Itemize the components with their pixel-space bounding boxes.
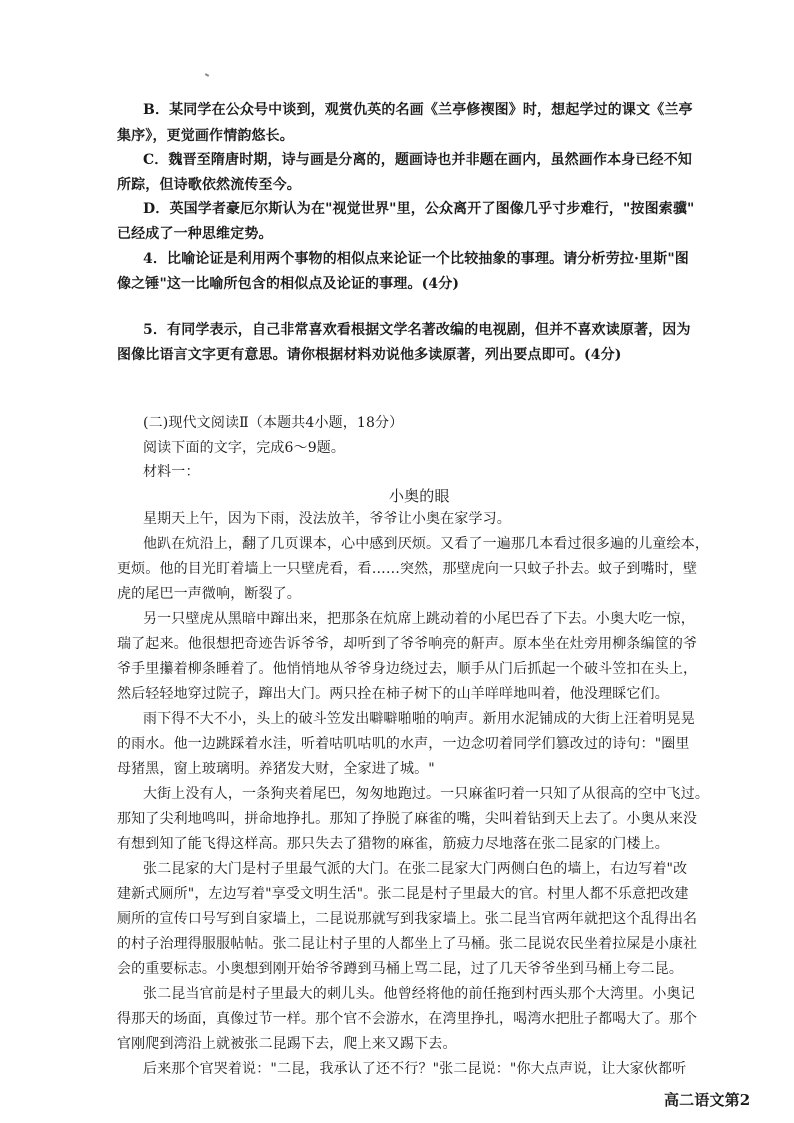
story-line: 星期天上午，因为下雨，没法放羊，爷爷让小奥在家学习。 [143,511,511,527]
question-4-line-1: 4．比喻论证是利用两个事物的相似点来论证一个比较抽象的事理。请分析劳拉·里斯"图 [143,251,689,267]
story-line: 厕所的宣传口号写到自家墙上，二昆说那就写到我家墙上。张二昆当官两年就把这个乱得出名 [117,911,698,927]
story-line: 另一只壁虎从黑暗中蹿出来，把那条在炕席上跳动着的小尾巴吞了下去。小奥大吃一惊， [143,611,695,627]
question-5-line-1: 5．有同学表示，自己非常喜欢看根据文学名著改编的电视剧，但并不喜欢读原著，因为 [143,322,691,338]
story-title: 小奥的眼 [389,487,450,505]
story-line: 他趴在炕沿上，翻了几页课本，心中感到厌烦。又看了一遍那几本看过很多遍的儿童绘本， [143,536,709,552]
question-4-line-2: 像之锤"这一比喻所包含的相似点及论证的事理。(4分) [117,276,460,292]
option-c-line-1: C．魏晋至隋唐时期，诗与画是分离的，题画诗也并非题在画内，虽然画作本身已经不知 [143,152,692,168]
option-b-line-2: 集序》，更觉画作情韵悠长。 [117,128,294,144]
story-line: 的雨水。他一边跳踩着水洼，听着咕叽咕叽的水声，一边念叨着同学们篡改过的诗句："圈里 [117,736,690,752]
story-line: 雨下得不大不小，头上的破斗笠发出噼噼啪啪的响声。新用水泥铺成的大街上汪着明晃晃 [143,711,695,727]
story-line: 会的重要标志。小奥想到刚开始爷爷蹲到马桶上骂二昆，过了几天爷爷坐到马桶上夸二昆。 [117,961,683,977]
question-5-line-2: 图像比语言文字更有意思。请你根据材料劝说他多读原著，列出要点即可。(4分) [117,347,622,363]
story-line: 后来那个官哭着说："二昆，我承认了还不行？"张二昆说："你大点声说，让大家伙都听 [143,1061,687,1077]
story-line: 然后轻轻地穿过院子，蹿出大门。两只拴在柿子树下的山羊咩咩地叫着，他没理睬它们。 [117,686,669,702]
story-line: 的村子治理得服服帖帖。张二昆让村子里的人都坐上了马桶。张二昆说农民坐着拉屎是小康社 [117,936,698,952]
story-line: 张二昆当官前是村子里最大的刺儿头。他曾经将他的前任拖到村西头那个大湾里。小奥记 [143,986,695,1002]
story-line: 建新式厕所"，左边写着"享受文明生活"。张二昆是村子里最大的官。村里人都不乐意把改建 [117,886,689,902]
story-line: 那知了尖利地鸣叫，拼命地挣扎。那知了挣脱了麻雀的嘴，尖叫着钻到天上去了。小奥从来没 [117,811,698,827]
story-line: 虎的尾巴一声微响，断裂了。 [117,586,301,602]
section-instruction: 阅读下面的文字，完成6～9题。 [143,440,346,456]
page-footer: 高二语文第2 [664,1091,751,1109]
story-line: 母猪黑，窗上玻璃明。养猪发大财，全家进了城。" [117,761,435,777]
story-line: 得那天的场面，真像过节一样。那个官不会游水，在湾里挣扎，喝湾水把肚子都喝大了。那个 [117,1011,698,1027]
option-b-line-1: B．某同学在公众号中谈到，观赏仇英的名画《兰亭修禊图》时，想起学过的课文《兰亭 [143,102,693,118]
story-line: 有想到知了能飞得这样高。那只失去了猎物的麻雀，筋疲力尽地落在张二昆家的门楼上。 [117,836,669,852]
story-line: 更烦。他的目光盯着墙上一只壁虎看，看……突然，那壁虎向一只蚊子扑去。蚊子到嘴时，壁 [117,561,698,577]
story-line: 官刚爬到湾沿上就被张二昆踢下去，爬上来又踢下去。 [117,1036,457,1052]
option-c-line-2: 所踪，但诗歌依然流传至今。 [117,177,301,193]
option-d-line-2: 已经成了一种思维定势。 [117,226,273,242]
story-line: 爷手里攥着柳条睡着了。他悄悄地从爷爷身边绕过去，顺手从门后抓起一个破斗笠扣在头上， [117,661,698,677]
scan-speck [205,73,209,77]
section-heading: (二)现代文阅读Ⅱ（本题共4小题，18分） [143,415,404,431]
story-line: 张二昆家的大门是村子里最气派的大门。在张二昆家大门两侧白色的墙上，右边写着"改 [143,861,688,877]
material-label: 材料一： [143,464,200,480]
story-line: 瑞了起来。他很想把奇迹告诉爷爷，却听到了爷爷响亮的鼾声。原本坐在灶旁用柳条编筐的爷 [117,636,698,652]
option-d-line-1: D．英国学者豪厄尔斯认为在"视觉世界"里，公众离开了图像几乎寸步难行，"按图索骥" [143,201,695,217]
story-line: 大街上没有人，一条狗夹着尾巴，匆匆地跑过。一只麻雀叼着一只知了从很高的空中飞过。 [143,786,709,802]
